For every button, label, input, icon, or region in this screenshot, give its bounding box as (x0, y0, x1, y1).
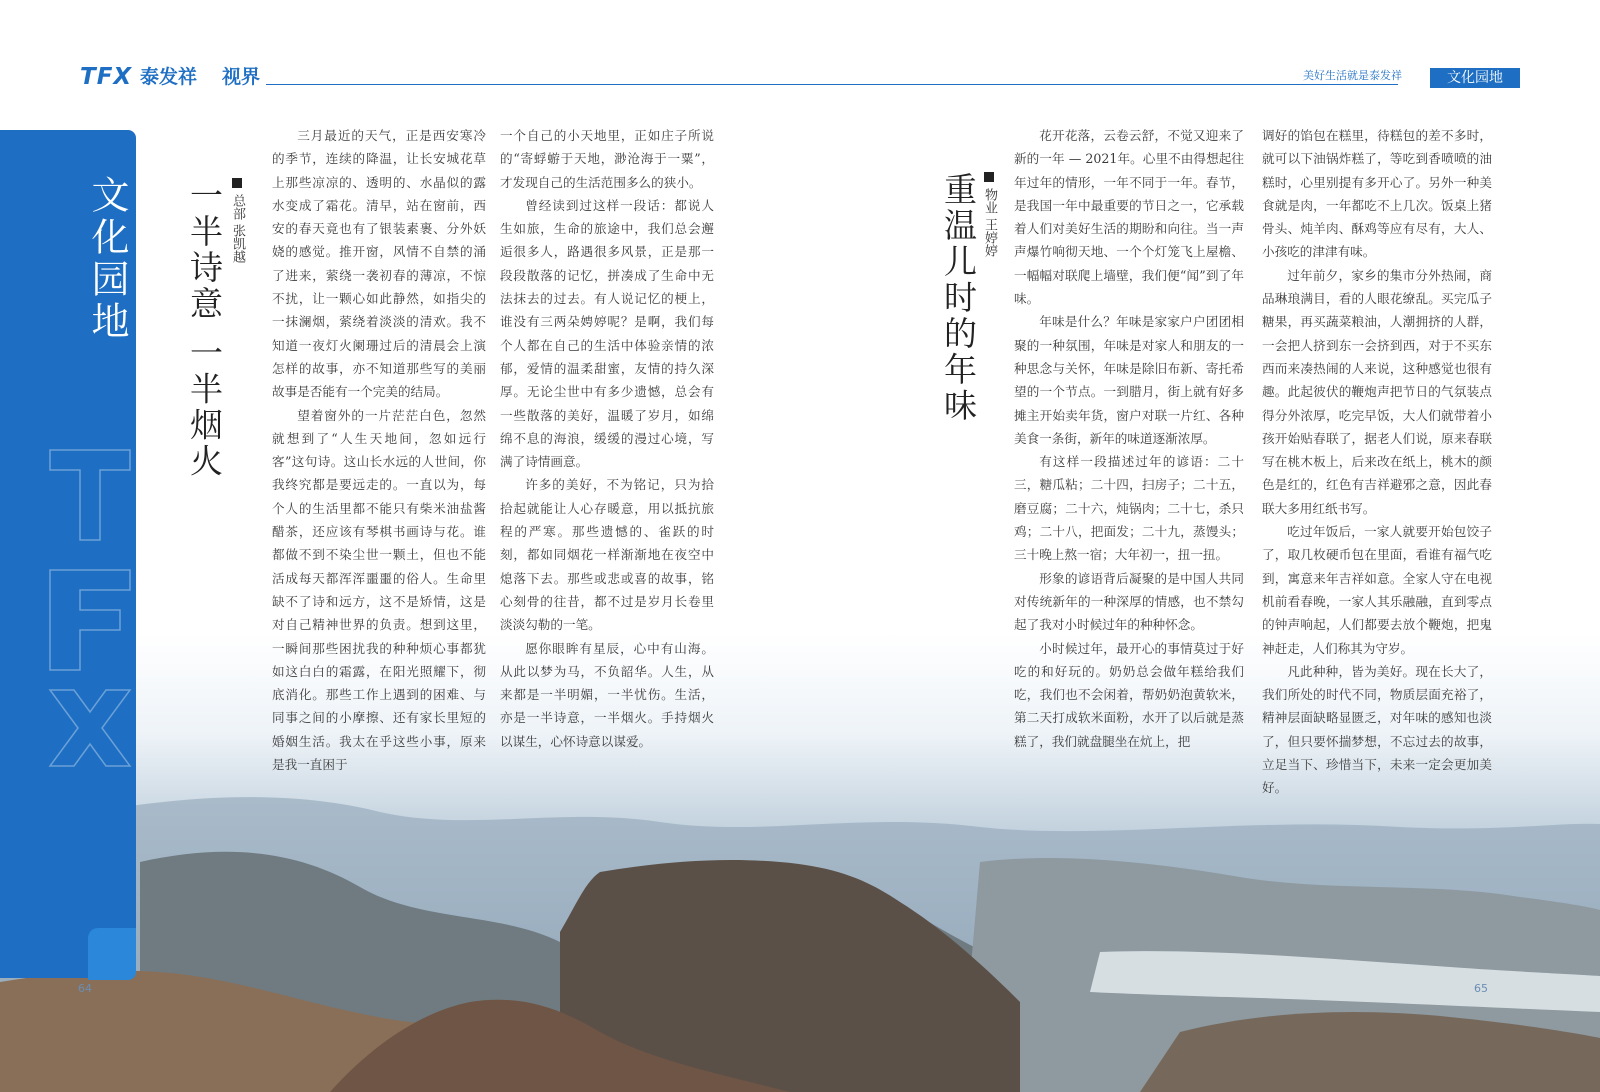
bullet-square-icon (984, 172, 994, 182)
page-corner-tab (88, 928, 136, 980)
header-slogan: 美好生活就是泰发祥 (1303, 69, 1402, 82)
article1-title: 一半诗意 一半烟火 (185, 178, 224, 480)
article2-column-1 (1014, 124, 1244, 753)
brand-subtitle: 视界 (222, 66, 261, 88)
section-tab: 文化园地 (1430, 68, 1520, 88)
paragraph: 小时候过年，最开心的事情莫过于好吃的和好玩的。奶奶总会做年糕给我们吃，我们也不会闲着，帮奶奶泡黄软米，第二天打成软米面粉，水开了以后就是蒸糕了，我们就盘腿坐在炕上，把 (1014, 640, 1244, 749)
brand-name: 泰发祥 (140, 66, 198, 88)
page-number-right: 65 (1474, 982, 1488, 995)
article2-column-2 (1262, 124, 1492, 800)
article1-column-2 (500, 124, 714, 753)
paragraph: 望着窗外的一片茫茫白色，忽然就想到了“人生天地间，忽如远行客”这句诗。这山长水远的人世间，你我终究都是要远走的。一直以为，每个人的生活里都不能只有柴米油盐酱醋茶，还应该有琴棋书画诗与花。谁都做不到不染尘世一颗土，但也不能活成每天都浑浑噩噩的俗人。生命里缺不了诗和远方，这不是矫情，这是对自己精神世界的负责。想到这里，一瞬间那些困扰我的种种烦心事都犹如这白白的霜露，在阳光照耀下，彻底消化。那些工作上遇到的困难、与同事之间的小摩擦、还有家长里短的婚姻生活。我太在乎这些小事，原来是我一直困于 (272, 407, 486, 773)
paragraph: 形象的谚语背后凝聚的是中国人共同对传统新年的一种深厚的情感，也不禁勾起了我对小时候过年的种种怀念。 (1014, 570, 1244, 633)
paragraph: 年味是什么？年味是家家户户团团相聚的一种氛围，年味是对家人和朋友的一种思念与关怀，年味是除旧布新、寄托希望的一个节点。一到腊月，街上就有好多摊主开始卖年货，窗户对联一片红、各种美食一条街，新年的味道逐渐浓厚。 (1014, 314, 1244, 446)
bullet-square-icon (232, 178, 242, 188)
article2-title: 重温儿时的年味 (939, 172, 978, 424)
paragraph: 三月最近的天气，正是西安寒冷的季节，连续的降温，让长安城花草上那些凉凉的、透明的、水晶似的露水变成了霜花。清早，站在窗前，西安的春天竟也有了银装素裹、分外妖娆的感觉。推开窗，风情不自禁的涌了进来，萦绕一袭初春的薄凉，不惊不扰，让一颗心如此静然，如指尖的一抹澜烟，萦绕着淡淡的清欢。我不知道一夜灯火阑珊过后的清晨会上演怎样的故事，亦不知道那些写的美丽故事是否能有一个完美的结局。 (272, 128, 486, 400)
article2-author: 物业 王婷婷 (982, 188, 997, 258)
paragraph: 愿你眼眸有星辰，心中有山海。从此以梦为马，不负韶华。人生，从来都是一半明媚，一半忧伤。生活，亦是一半诗意，一半烟火。手持烟火以谋生，心怀诗意以谋爱。 (500, 640, 714, 749)
article1-byline (230, 178, 244, 263)
article1-column-1 (272, 124, 486, 776)
paragraph: 一个自己的小天地里，正如庄子所说的“寄蜉蝣于天地，渺沧海于一粟”，才发现自己的生活范围多么的狭小。 (500, 128, 714, 190)
paragraph: 有这样一段描述过年的谚语：二十三，糖瓜粘；二十四，扫房子；二十五，磨豆腐；二十六，炖锅肉；二十七，杀只鸡；二十八，把面发；二十九，蒸馒头；三十晚上熬一宿；大年初一，扭一扭。 (1014, 454, 1244, 563)
article1-author: 总部 张凯越 (230, 194, 245, 264)
side-section-title: 文化园地 (85, 175, 129, 343)
paragraph: 许多的美好，不为铭记，只为拾拾起就能让人心存暖意，用以抵抗旅程的严寒。那些遗憾的、雀跃的时刻，都如同烟花一样渐渐地在夜空中熄落下去。那些或悲或喜的故事，铭心刻骨的往昔，都不过是岁月长卷里淡淡勾勒的一笔。 (500, 477, 714, 633)
brand-logo: TFX (80, 64, 133, 90)
header-divider (266, 84, 1398, 85)
page-number-left: 64 (78, 982, 92, 995)
paragraph: 花开花落，云卷云舒，不觉又迎来了新的一年 — 2021年。心里不由得想起往年过年的情形，一年不同于一年。春节，是我国一年中最重要的节日之一，它承载着人们对美好生活的期盼和向往。当一声声爆竹响彻天地、一个个灯笼飞上屋檐、一幅幅对联爬上墙壁，我们便“闻”到了年味。 (1014, 128, 1244, 307)
paragraph: 调好的馅包在糕里，待糕包的差不多时，就可以下油锅炸糕了，等吃到香喷喷的油糕时，心里别提有多开心了。另外一种美食就是肉，一年都吃不上几次。饭桌上猪骨头、炖羊肉、酥鸡等应有尽有，大人、小孩吃的津津有味。 (1262, 128, 1492, 260)
paragraph: 过年前夕，家乡的集市分外热闹，商品琳琅满目，看的人眼花缭乱。买完瓜子糖果，再买蔬菜粮油，人潮拥挤的人群，一会把人挤到东一会挤到西，对于不买东西而来凑热闹的人来说，这种感觉也很有趣。此起彼伏的鞭炮声把节日的气氛装点得分外浓厚，吃完早饭，大人们就带着小孩开始贴春联了，据老人们说，原来春联写在桃木板上，后来改在纸上，桃木的颜色是红的，红色有吉祥避邪之意，因此春联大多用红纸书写。 (1262, 267, 1492, 516)
article2-byline (982, 172, 996, 257)
paragraph: 吃过年饭后，一家人就要开始包饺子了，取几枚硬币包在里面，看谁有福气吃到，寓意来年吉祥如意。全家人守在电视机前看春晚，一家人其乐融融，直到零点的钟声响起，人们都要去放个鞭炮，把鬼神赶走，人们称其为守岁。 (1262, 524, 1492, 656)
tfx-watermark (44, 440, 136, 770)
paragraph: 曾经读到过这样一段话：都说人生如旅，生命的旅途中，我们总会邂逅很多人，路遇很多风景，正是那一段段散落的记忆，拼凑成了生命中无法抹去的过去。有人说记忆的梗上，谁没有三两朵娉婷呢？是啊，我们每个人都在自己的生活中体验亲情的浓郁，爱情的温柔甜蜜，友情的持久深厚。无论尘世中有多少遗憾，总会有一些散落的美好，温暖了岁月，如绵绵不息的海浪，缓缓的漫过心境，写满了诗情画意。 (500, 197, 714, 470)
page-header (80, 64, 1520, 90)
paragraph: 凡此种种，皆为美好。现在长大了，我们所处的时代不同，物质层面充裕了，精神层面缺略显匮乏，对年味的感知也淡了，但只要怀揣梦想，不忘过去的故事，立足当下、珍惜当下，未来一定会更加美好。 (1262, 663, 1492, 796)
